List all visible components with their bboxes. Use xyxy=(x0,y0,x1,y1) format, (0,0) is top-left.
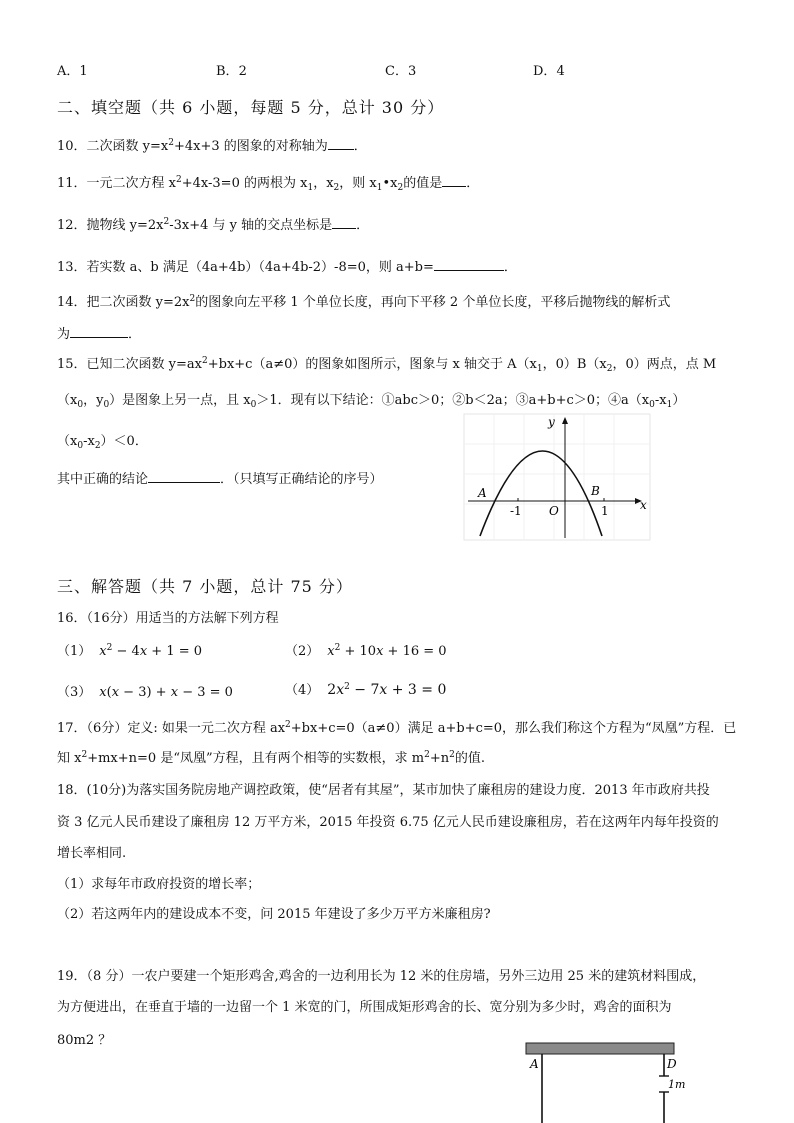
question-18-line2: 资 3 亿元人民币建设了廉租房 12 万平方米，2015 年投资 6.75 亿元人民币建设廉租房，若在这两年内每年投资的 xyxy=(57,815,719,830)
question-15-line4: 其中正确的结论 ．（只填写正确结论的序号） xyxy=(57,472,383,487)
graph-label-b: B xyxy=(591,484,600,498)
graph-label-y: y xyxy=(548,415,555,429)
choice-c: C．3 xyxy=(385,64,417,79)
graph-label-a: A xyxy=(478,486,487,500)
graph-label-origin: O xyxy=(549,504,559,518)
question-19-line2: 为方便进出，在垂直于墙的一边留一个 1 米宽的门，所围成矩形鸡舍的长、宽分别为多少时，鸡舍的面积为 xyxy=(57,1000,672,1015)
coop-figure xyxy=(522,1040,686,1123)
question-15-line2: （$x_0$，$y_0$）是图象上另一点，且 $x_0>1$．现有以下结论：①abc＞0；②b＜2a；③a+b+c＞0；$④a(x_0-x_1)$ xyxy=(57,393,686,410)
question-16-part4: （4） $2x^2 - 7x + 3 = 0$ xyxy=(285,682,447,698)
parabola-graph xyxy=(464,414,650,540)
question-17-line2: 知 $x^2+mx+n=0$ 是“凤凰”方程，且有两个相等的实数根，求 $m^2+n^2$的值. xyxy=(57,750,485,766)
question-15-line1: 15．已知二次函数 $y=ax^2+bx+c(a\ne 0)$的图象如图所示，图象与 x 轴交于 $A(x_1$，$0)B(x_2$，0）两点，点 M xyxy=(57,356,717,374)
question-16-part3: （3） x(x − 3) + x − 3 = 0 xyxy=(57,685,233,700)
question-18-sub2: （2）若这两年内的建设成本不变，问 2015 年建设了多少万平方米廉租房? xyxy=(57,907,491,922)
question-17-line1: 17．（6分）定义: 如果一元二次方程 $ax^2+bx+c=0(a\ne 0)$满足 a+b+c=0，那么我们称这个方程为“凤凰”方程．已 xyxy=(57,720,737,736)
graph-label-x: x xyxy=(640,498,647,512)
question-16-part1: （1） $x^2 - 4x + 1 = 0$ xyxy=(57,643,203,659)
fig-label-door: 1m xyxy=(668,1078,686,1091)
question-14-line1: 14．把二次函数 $y=2x^2$的图象向左平移 1 个单位长度，再向下平移 2 个单位长度，平移后抛物线的解析式 xyxy=(57,294,671,310)
choice-b: B．2 xyxy=(216,64,247,79)
question-18-line1: 18．(10分)为落实国务院房地产调控政策，使“居者有其屋”，某市加快了廉租房的建设力度．2013 年市政府共投 xyxy=(57,783,710,798)
house-wall xyxy=(526,1043,674,1054)
question-13: 13．若实数 a、b 满足（4a+4b）（4a+4b-2）-8=0，则 a+b= ． xyxy=(57,260,517,275)
choice-a: A．1 xyxy=(57,64,88,79)
question-19-line3: 80m2 ？ xyxy=(57,1033,112,1048)
question-15-line3: $(x_0-x_2)<0$． xyxy=(57,434,148,451)
graph-label-neg1: -1 xyxy=(510,504,522,518)
question-12: 12．抛物线 $y=2x^2-3x+4$ 与 y 轴的交点坐标是 ． xyxy=(57,217,370,233)
choice-d: D．4 xyxy=(533,64,565,79)
question-18-sub1: （1）求每年市政府投资的增长率； xyxy=(57,877,261,892)
section2-title: 二、填空题（共 6 小题，每题 5 分，总计 30 分） xyxy=(57,98,445,117)
fig-label-a: A xyxy=(530,1057,539,1071)
question-19-line1: 19．（8 分）一农户要建一个矩形鸡舍,鸡舍的一边利用长为 12 米的住房墙，另外三边用 25 米的建筑材料围成， xyxy=(57,969,706,984)
fig-label-d: D xyxy=(667,1057,677,1071)
question-11: 11．一元二次方程 $x^2+4x-3=0$ 的两根为 $x_1$，$x_2$，则 $x_1•x_2$的值是 ． xyxy=(57,175,480,193)
question-16-part2: （2） $x^2 + 10x + 16 = 0$ xyxy=(285,643,447,659)
question-14-line2: 为 ． xyxy=(57,327,142,342)
question-18-line3: 增长率相同. xyxy=(57,846,127,861)
graph-label-one: 1 xyxy=(601,504,609,518)
question-16-title: 16．（16分）用适当的方法解下列方程 xyxy=(57,611,279,626)
section3-title: 三、解答题（共 7 小题，总计 75 分） xyxy=(57,577,353,596)
question-10: 10．二次函数 $y=x^2+4x+3$ 的图象的对称轴为 ． xyxy=(57,138,367,154)
